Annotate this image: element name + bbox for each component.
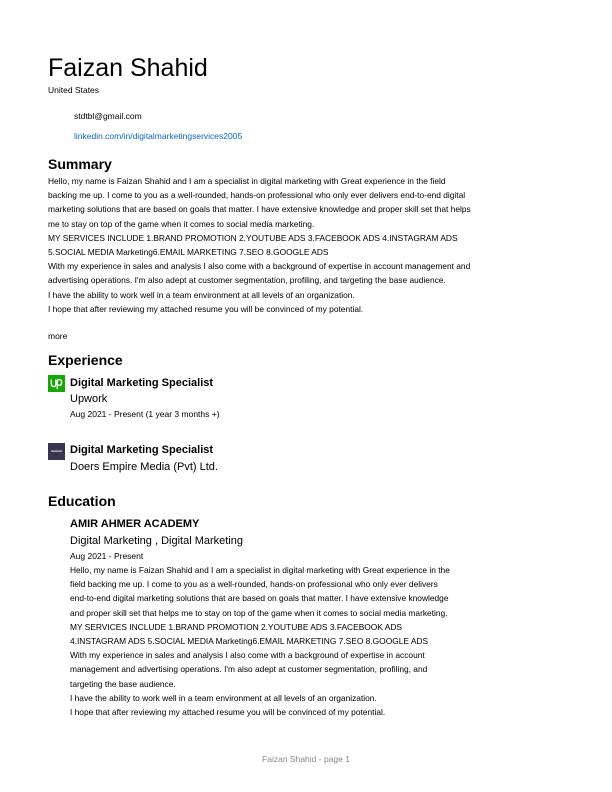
upwork-logo-icon xyxy=(48,375,65,392)
summary-line: advertising operations. I'm also adept at customer segmentation, profiling, and targeting the base audience. xyxy=(48,275,446,286)
education-line: With my experience in sales and analysis I also come with a background of expertise in account xyxy=(70,650,425,661)
education-line: end-to-end digital marketing solutions that are based on goals that matter. I have extensive knowledge xyxy=(70,593,449,604)
page-footer: Faizan Shahid - page 1 xyxy=(262,754,350,764)
education-description xyxy=(70,563,565,719)
profile-name: Faizan Shahid xyxy=(48,54,208,82)
education-line: targeting the base audience. xyxy=(70,678,176,689)
education-line: 4.INSTAGRAM ADS 5.SOCIAL MEDIA Marketing6.EMAIL MARKETING 7.SEO 8.GOOGLE ADS xyxy=(70,636,429,647)
job-title: Digital Marketing Specialist xyxy=(70,377,214,389)
education-line: Hello, my name is Faizan Shahid and I am a specialist in digital marketing with Great experience in the xyxy=(70,565,450,575)
profile-location: United States xyxy=(48,85,100,95)
summary-line: me to stay on top of the game when it comes to social media marketing. xyxy=(48,218,315,229)
company-name: Doers Empire Media (Pvt) Ltd. xyxy=(70,461,218,473)
education-heading: Education xyxy=(48,493,116,509)
education-line: and proper skill set that helps me to stay on top of the game when it comes to social media marketing. xyxy=(70,607,448,618)
linkedin-link[interactable]: linkedin.com/in/digitalmarketingservices2005 xyxy=(74,131,243,141)
more-link[interactable]: more xyxy=(48,331,68,341)
experience-heading: Experience xyxy=(48,352,123,368)
summary-heading: Summary xyxy=(48,156,112,172)
education-dates: Aug 2021 - Present xyxy=(70,551,144,561)
education-line: I hope that after reviewing my attached resume you will be convinced of my potential. xyxy=(70,707,386,718)
education-line: I have the ability to work well in a team environment at all levels of an organization. xyxy=(70,692,377,703)
summary-text xyxy=(48,174,563,316)
summary-line: I hope that after reviewing my attached resume you will be convinced of my potential. xyxy=(48,303,364,314)
job-title: Digital Marketing Specialist xyxy=(70,444,214,456)
education-line: MY SERVICES INCLUDE 1.BRAND PROMOTION 2.YOUTUBE ADS 3.FACEBOOK ADS xyxy=(70,621,402,632)
summary-line: backing me up. I come to you as a well-rounded, hands-on professional who only ever delivers end-to-end digital xyxy=(48,190,466,201)
school-name: AMIR AHMER ACADEMY xyxy=(70,518,200,530)
summary-line: I have the ability to work well in a team environment at all levels of an organization. xyxy=(48,289,355,300)
summary-line: Hello, my name is Faizan Shahid and I am a specialist in digital marketing with Great experience in the field xyxy=(48,176,446,186)
summary-line: 5.SOCIAL MEDIA Marketing6.EMAIL MARKETING 7.SEO 8.GOOGLE ADS xyxy=(48,247,329,258)
summary-line: With my experience in sales and analysis I also come with a background of expertise in account management and xyxy=(48,261,471,272)
degree: Digital Marketing , Digital Marketing xyxy=(70,535,244,547)
summary-line: marketing solutions that are based on goals that matter. I have extensive knowledge and proper skill set that helps xyxy=(48,204,471,215)
company-name: Upwork xyxy=(70,393,108,405)
doers-empire-logo-icon xyxy=(48,443,65,460)
education-line: field backing me up. I come to you as a well-rounded, hands-on professional who only ever delivers xyxy=(70,579,438,590)
summary-line: MY SERVICES INCLUDE 1.BRAND PROMOTION 2.YOUTUBE ADS 3.FACEBOOK ADS 4.INSTAGRAM ADS xyxy=(48,232,458,243)
job-dates: Aug 2021 - Present (1 year 3 months +) xyxy=(70,409,220,419)
education-line: management and advertising operations. I'm also adept at customer segmentation, profiling, and xyxy=(70,664,428,675)
profile-email[interactable]: stdtbl@gmail.com xyxy=(74,111,142,121)
